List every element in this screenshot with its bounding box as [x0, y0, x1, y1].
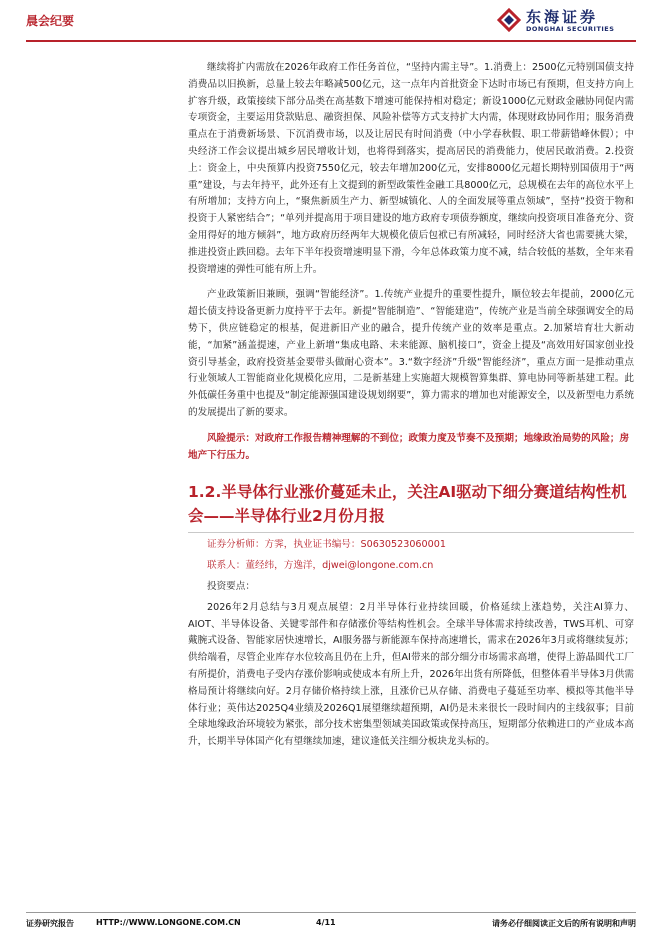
section-label: 晨会纪要: [26, 14, 75, 28]
paragraph-semiconductor-summary: 2026年2月总结与3月观点展望：2月半导体行业持续回暖，价格延续上涨趋势，关注AI算力、AIOT、半导体设备、关键零部件和存储涨价等结构性机会。全球半导体需求持续改善，TWS耳机、可穿戴腕式设备、智能家居快速增长，AI服务器与新能源车保持高速增长，需求在2026年3月或将继续复苏；供给端看，尽管企业库存水位较高且仍在上升，但AI带来的部分细分市场需求高增，使得上游晶圆代工厂有所提价，消费电子受内存涨价影响或使成本有所上升，2026年出货有所降低，但整体看半导体3月供需格局预计将继续向好。2月存储价格持续上涨，且涨价已从存储、消费电子蔓延至功率、模拟等其他半导体行业；英伟达2025Q4业绩及2026Q1展望继续超预期，AI仍是未来很长一段时间内的主线叙事；目前全球地缘政治环境较为紧张，部分技术密集型领域美国政策或保持高压，短期部分依赖进口的产业成本高升，长期半导体国产化有望继续加速，建议逢低关注细分板块龙头标的。: [188, 601, 634, 748]
footer-disclaimer: 请务必仔细阅读正文后的所有说明和声明: [492, 919, 636, 928]
paragraph-domestic-demand: 继续将扩内需放在2026年政府工作任务首位，“坚持内需主导”。1.消费上：2500亿元特别国债支持消费品以旧换新，总量上较去年略减500亿元，这一点年内首批资金下达时市场已有预期，但支持方向上扩容升级，政策接续下部分品类在高基数下增速可能保持相对稳定；新设1000亿元财政金融协同促内需专项资金，主要运用贷款贴息、融资担保、风险补偿等方式支持扩大内需，体现财政协同作用；服务消费重点在于消费新场景、下沉消费市场，以及让居民有时间消费（中小学春秋假、职工带薪错峰休假）；中央经济工作会议提出城乡居民增收计划，也将得到落实，提高居民的消费能力，使居民敢消费。2.投资上：资金上，中央预算内投资7550亿元，较去年增加200亿元，安排8000亿元超长期特别国债用于“两重”建设，与去年持平，此外还有上文提到的新型政策性金融工具8000亿元，总规模在去年的高位水平上有所增加；支持方向上，“聚焦新质生产力、新型城镇化、人的全面发展等重点领域”，坚持“投资于物和投资于人紧密结合”；“单列并提高用于项目建设的地方政府专项债券额度，继续向投资项目准备充分、资金用得好的地方倾斜”，地方政府历经两年大规模化债后包袱已有所减轻，同时经济大省也需要挑大梁，推进投资止跌回稳。去年下半年投资增速明显下滑，今年总体政策力度不减，结合较低的基数，全年来看投资增速的弹性可能有所上升。: [188, 62, 634, 275]
footer-report-type: 证券研究报告: [26, 919, 74, 928]
logo-chinese-name: 东海证券: [526, 8, 599, 26]
paragraph-industrial-policy: 产业政策新旧兼顾，强调“智能经济”。1.传统产业提升的重要性提升，顺位较去年提前，2000亿元超长债支持设备更新力度持平于去年。新提“智能制造”、“智能建造”，传统产业是当前全球强调安全的局势下，供应链稳定的根基，促进新旧产业的融合，提升传统产业的效率是重点。2.加紧培育壮大新动能，“加紧”涵盖提速，产业上新增“集成电路、未来能源、脑机接口”，资金上提及“高效用好国家创业投资引导基金，政府投资基金要带头做耐心资本”。3.“数字经济”升级“智能经济”，重点方面一是推动重点行业领域人工智能商业化规模化应用，二是新基建上实施超大规模智算集群、算电协同等新基建工程。此外低碳任务重中也提及“制定能源强国建设规划纲要”，算力需求的增加也对能源安全，以及新型电力系统的发展提出了新的要求。: [188, 289, 634, 418]
donghai-logo-icon: [496, 8, 522, 32]
report-body: [188, 60, 634, 751]
contact-info[interactable]: 联系人：董经纬，方逸洋，djwei@longone.com.cn: [207, 560, 434, 572]
risk-warning: 风险提示：对政府工作报告精神理解的不到位；政策力度及节奏不及预期；地缘政治局势的风险；房地产下行压力。: [188, 432, 630, 461]
analyst-info: 证券分析师：方霁，执业证书编号：S0630523060001: [207, 539, 446, 551]
logo-english-name: DONGHAI SECURITIES: [526, 25, 615, 33]
footer-website-link[interactable]: HTTP://WWW.LONGONE.COM.CN: [96, 918, 241, 927]
company-logo: [496, 4, 636, 36]
page-header: [0, 0, 662, 48]
section-heading: 1.2.半导体行业涨价蔓延未止，关注AI驱动下细分赛道结构性机会——半导体行业2月份月报: [188, 483, 627, 526]
investment-points-label: 投资要点：: [207, 580, 255, 592]
page-number: 4/11: [316, 918, 336, 927]
footer-divider: [26, 912, 636, 913]
header-divider: [26, 40, 636, 42]
